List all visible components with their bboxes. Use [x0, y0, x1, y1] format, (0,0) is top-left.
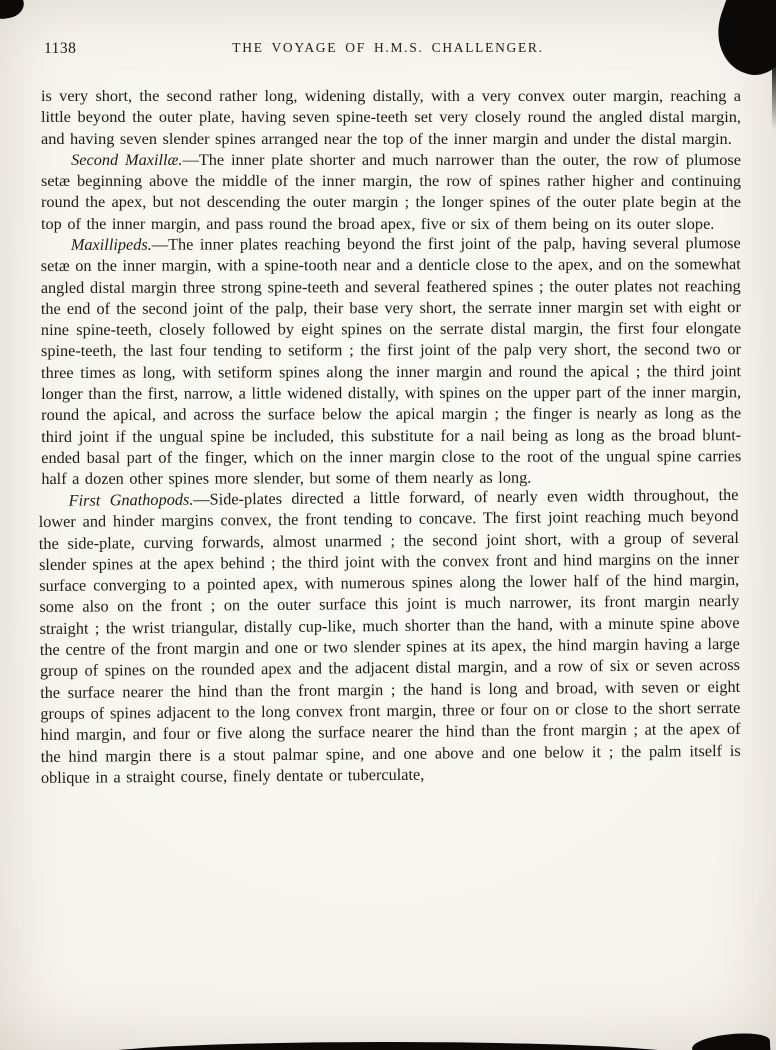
paragraph-first-gnathopods — [38, 484, 741, 788]
paragraph-text: —Side-plates directed a little forward, of nearly even width throughout, the lower and hinder margins convex, the front tending to concave. The first joint reaching much beyond the side-plate, curving forwards, almost unarmed ; the second joint short, with a group of several slender spines at the apex behind ; the third joint with the convex front and hind margins on the inner surface converging to a pointed apex, with numerous spines along the lower half of the hind margin, some also on the front ; on the outer surface this joint is much narrower, its front margin nearly straight ; the wrist triangular, distally cup-like, much shorter than the hand, with a minute spine above the centre of the front margin and one or two slender spines at its apex, the hind margin having a large group of spines on the rounded apex and the adjacent distal margin, and a row of six or seven across the surface nearer the hind than the front margin ; the hand is long and broad, with seven or eight groups of spines adjacent to the long convex front margin, three or four on or close to the short serrate hind margin, and four or five along the surface nearer the hind than the front margin ; at the apex of the hind margin there is a stout palmar spine, and one above and one below it ; the palm itself is oblique in a straight course, finely dentate or tuberculate, — [38, 484, 741, 787]
page-number: 1138 — [44, 40, 77, 57]
running-title: THE VOYAGE OF H.M.S. CHALLENGER. — [232, 40, 544, 55]
paragraph-maxillipeds — [41, 232, 742, 489]
scan-smudge-top-left — [0, 0, 26, 20]
paragraph-second-maxillae — [41, 149, 741, 234]
paragraph-text: —The inner plates reaching beyond the first joint of the palp, having several plumose setæ on the inner margin, with a spine-tooth near and a denticle close to the apex, and on the somewhat angled distal margin three strong spine-teeth and several feathered spines ; the outer plates not reaching the end of the second joint of the palp, their base very short, the serrate inner margin set with eight or nine spine-teeth, closely followed by eight spines on the serrate distal margin, the first four elongate spine-teeth, the last four tending to setiform ; the first joint of the palp very short, the second two or three times as long, with setiform spines along the inner margin and round the apical ; the third joint longer than the first, narrow, a little widened distally, with spines on the upper part of the inner margin, round the apical, and across the surface below the apical margin ; the finger is nearly as long as the third joint if the ungual spine be included, this substitute for a nail being as long as the broad blunt-ended basal part of the finger, which on the inner margin close to the root of the ungual spine carries half a dozen other spines more slender, but some of them nearly as long. — [40, 233, 742, 489]
paragraph-lead: First Gnathopods. — [68, 489, 194, 510]
paragraph-lead: Second Maxillæ. — [71, 149, 183, 169]
scan-edge-right — [772, 58, 776, 130]
paragraph-text: is very short, the second rather long, widening distally, with a very convex outer margin, reaching a little beyond the outer plate, having seven spine-teeth set very closely round the angled distal margin, and having seven slender spines arranged near the top of the inner margin and under the distal margin. — [41, 86, 741, 148]
page-header — [44, 40, 732, 60]
scan-band-bottom — [88, 1042, 688, 1050]
page-text — [38, 85, 742, 788]
paragraph-lead: Maxillipeds. — [70, 234, 152, 254]
paragraph-continuation — [41, 85, 741, 149]
scan-smudge-bottom-right — [692, 1032, 771, 1050]
paragraph-text: —The inner plate shorter and much narrower than the outer, the row of plumose setæ beginning above the middle of the inner margin, the row of spines rather higher and continuing round the apex, but not descending the outer margin ; the longer spines of the outer plate begin at the top of the inner margin, and pass round the broad apex, five or six of them being on its outer slope. — [41, 149, 741, 233]
